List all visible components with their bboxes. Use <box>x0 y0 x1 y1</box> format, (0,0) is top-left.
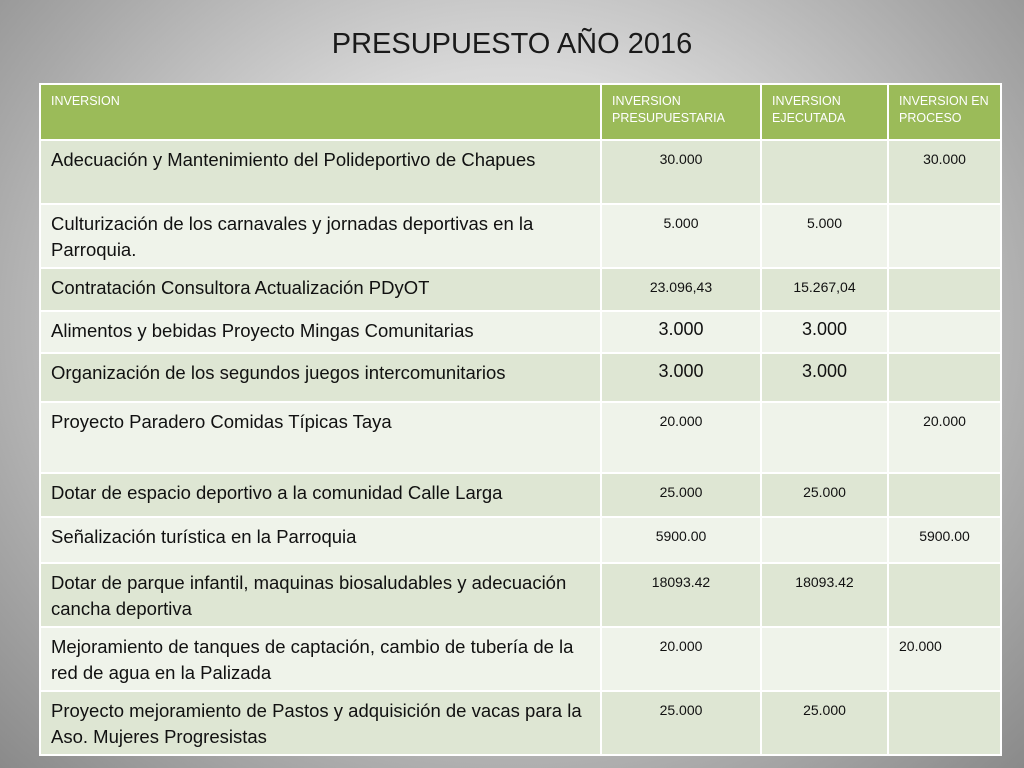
row-presupuestaria: 30.000 <box>601 140 761 204</box>
row-proceso: 20.000 <box>888 402 1001 473</box>
row-proceso: 30.000 <box>888 140 1001 204</box>
row-proceso <box>888 204 1001 268</box>
header-ejecutada: INVERSION EJECUTADA <box>761 84 888 140</box>
row-description: Dotar de parque infantil, maquinas biosaludables y adecuación cancha deportiva <box>40 563 601 627</box>
row-ejecutada: 3.000 <box>761 353 888 402</box>
row-description: Culturización de los carnavales y jornadas deportivas en la Parroquia. <box>40 204 601 268</box>
header-inversion: INVERSION <box>40 84 601 140</box>
row-proceso: 5900.00 <box>888 517 1001 563</box>
row-ejecutada <box>761 402 888 473</box>
header-proceso: INVERSION EN PROCESO <box>888 84 1001 140</box>
row-proceso <box>888 311 1001 353</box>
row-ejecutada: 25.000 <box>761 691 888 755</box>
row-description: Organización de los segundos juegos intercomunitarios <box>40 353 601 402</box>
row-ejecutada: 25.000 <box>761 473 888 517</box>
row-ejecutada: 18093.42 <box>761 563 888 627</box>
row-proceso <box>888 268 1001 311</box>
row-presupuestaria: 20.000 <box>601 627 761 691</box>
row-ejecutada <box>761 627 888 691</box>
row-proceso <box>888 563 1001 627</box>
row-description: Dotar de espacio deportivo a la comunidad Calle Larga <box>40 473 601 517</box>
row-presupuestaria: 20.000 <box>601 402 761 473</box>
row-presupuestaria: 18093.42 <box>601 563 761 627</box>
header-presupuestaria: INVERSION PRESUPUESTARIA <box>601 84 761 140</box>
row-presupuestaria: 25.000 <box>601 473 761 517</box>
table-row <box>40 563 1001 627</box>
row-presupuestaria: 3.000 <box>601 311 761 353</box>
row-description: Alimentos y bebidas Proyecto Mingas Comunitarias <box>40 311 601 353</box>
row-description: Adecuación y Mantenimiento del Polideportivo de Chapues <box>40 140 601 204</box>
row-proceso <box>888 473 1001 517</box>
table-row <box>40 140 1001 204</box>
table-row <box>40 627 1001 691</box>
row-proceso <box>888 691 1001 755</box>
row-presupuestaria: 5.000 <box>601 204 761 268</box>
row-proceso: 20.000 <box>888 627 1001 691</box>
row-description: Mejoramiento de tanques de captación, cambio de tubería de la red de agua en la Palizada <box>40 627 601 691</box>
table-row <box>40 268 1001 311</box>
table-header-row <box>40 84 1001 140</box>
table-row <box>40 402 1001 473</box>
budget-table <box>39 83 1002 756</box>
table-row <box>40 311 1001 353</box>
row-ejecutada: 3.000 <box>761 311 888 353</box>
row-description: Señalización turística en la Parroquia <box>40 517 601 563</box>
row-ejecutada: 5.000 <box>761 204 888 268</box>
table-row <box>40 473 1001 517</box>
row-presupuestaria: 23.096,43 <box>601 268 761 311</box>
row-presupuestaria: 3.000 <box>601 353 761 402</box>
row-presupuestaria: 25.000 <box>601 691 761 755</box>
row-presupuestaria: 5900.00 <box>601 517 761 563</box>
row-ejecutada: 15.267,04 <box>761 268 888 311</box>
row-ejecutada <box>761 517 888 563</box>
row-ejecutada <box>761 140 888 204</box>
row-description: Proyecto mejoramiento de Pastos y adquisición de vacas para la Aso. Mujeres Progresistas <box>40 691 601 755</box>
row-description: Proyecto Paradero Comidas Típicas Taya <box>40 402 601 473</box>
table-row <box>40 204 1001 268</box>
table-row <box>40 517 1001 563</box>
table-row <box>40 353 1001 402</box>
page-title: PRESUPUESTO AÑO 2016 <box>331 28 693 60</box>
table-row <box>40 691 1001 755</box>
row-proceso <box>888 353 1001 402</box>
row-description: Contratación Consultora Actualización PDyOT <box>40 268 601 311</box>
